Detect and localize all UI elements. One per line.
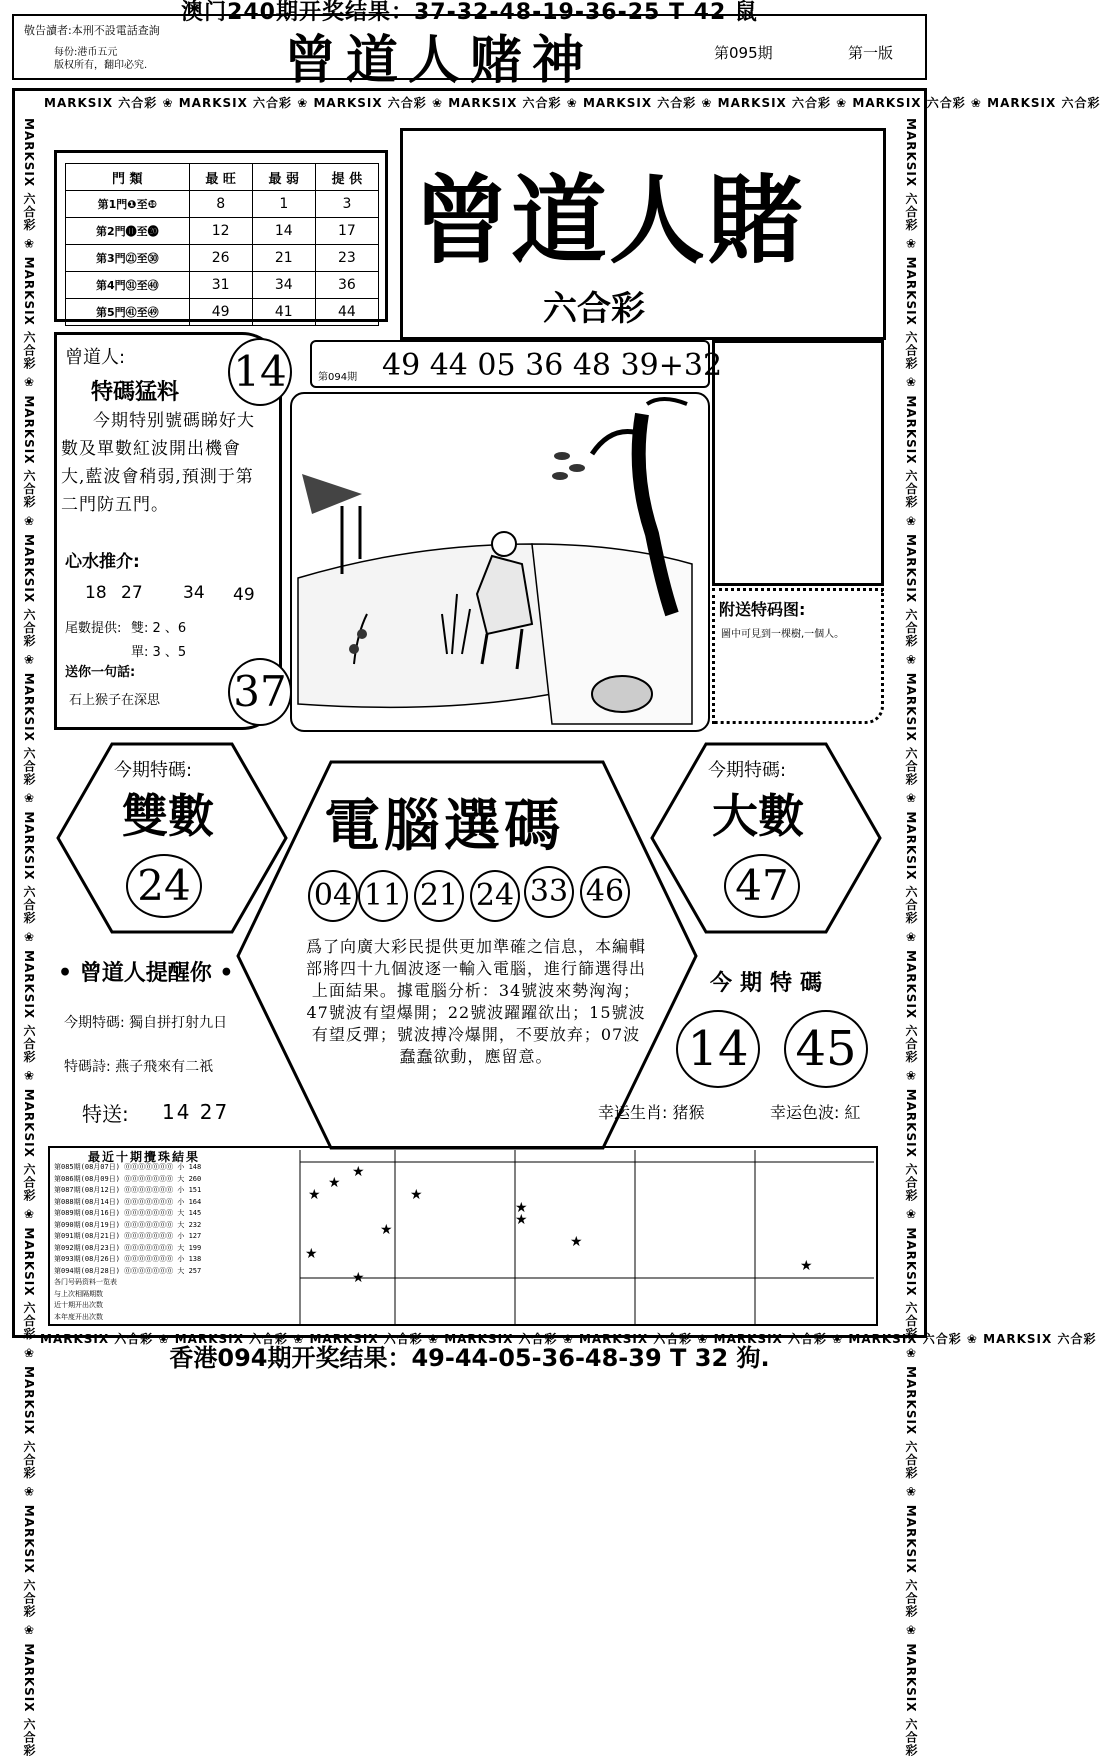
gate-label: 第1門❶至❿ [66, 191, 190, 218]
caption-text: 圖中可見到一棵樹,一個人。 [721, 629, 845, 640]
blank-box [712, 340, 884, 586]
svg-text:★: ★ [308, 1187, 321, 1203]
col-header-hot: 最 旺 [189, 164, 252, 191]
gate-hot: 31 [189, 272, 252, 299]
table-row: 第088期(08月14日) ⓪⓪⓪⓪⓪⓪⓪ 小 164 [54, 1197, 202, 1206]
masthead-header [12, 14, 927, 91]
svg-text:★: ★ [410, 1187, 423, 1203]
top-result-banner: 澳门240期开奖结果：37-32-48-19-36-25 T 42 鼠 [181, 0, 758, 25]
table-row: 第093期(08月26日) ⓪⓪⓪⓪⓪⓪⓪ 小 138 [54, 1255, 202, 1263]
send-numbers: 14 27 [162, 1100, 230, 1124]
gate-cold: 21 [252, 245, 315, 272]
table-row: 第091期(08月21日) ⓪⓪⓪⓪⓪⓪⓪ 小 127 [54, 1232, 202, 1240]
big-logo-title: 曾道人賭 [413, 164, 805, 277]
who-label: 曾道人: [65, 347, 126, 368]
gate-cold: 14 [252, 218, 315, 245]
remind-section [54, 956, 294, 1136]
gate-label: 第3門㉑至㉚ [66, 245, 190, 272]
lucky-zodiac: 幸运生肖: 猪猴 [598, 1103, 705, 1122]
picture-caption-box [712, 588, 884, 724]
notice-line: 敬告讀者:本刑不設電話查詢 [24, 24, 160, 37]
special-right-number: 45 [784, 1010, 868, 1088]
computer-title: 電腦選碼 [324, 793, 564, 859]
last-result-label: 第094期 [318, 372, 358, 383]
right-hex-number: 47 [724, 854, 800, 918]
heart-number: 49 [233, 585, 255, 605]
gate-offer: 23 [315, 245, 378, 272]
edition-label: 第一版 [848, 44, 894, 62]
svg-text:★: ★ [352, 1164, 365, 1180]
gate-cold: 34 [252, 272, 315, 299]
remind-heading: • 曾道人提醒你 • [58, 960, 234, 986]
gate-label: 第5門㊶至㊾ [66, 299, 190, 326]
table-row: 第089期(08月16日) ⓪⓪⓪⓪⓪⓪⓪ 大 145 [54, 1209, 202, 1217]
tips-heading: 特碼猛料 [91, 380, 180, 405]
tips-circle-top: 14 [228, 338, 292, 406]
gate-cold: 41 [252, 299, 315, 326]
svg-text:★: ★ [380, 1222, 393, 1238]
saying-text: 石上猴子在深思 [69, 693, 161, 708]
table-row: 各门号码资料一览表 [54, 1278, 117, 1286]
bottom-border-strip: MARKSIX 六合彩 ❀ MARKSIX 六合彩 ❀ MARKSIX 六合彩 ❀ MARKSIX 六合彩 ❀ MARKSIX 六合彩 ❀ MARKSIX 六合彩 ❀ MARKSIX 六合彩 ❀ MARKSIX 六合彩 [40, 1332, 1097, 1346]
gate-hot: 26 [189, 245, 252, 272]
price-line: 每份:港币五元 [54, 47, 118, 58]
table-row: 第085期(08月07日) ⓪⓪⓪⓪⓪⓪⓪ 小 148 [54, 1163, 202, 1171]
computer-number: 04 [308, 870, 358, 922]
tail-odd: 單: 3 、5 [131, 645, 187, 660]
left-hex-number: 24 [126, 854, 202, 918]
remind-line1: 今期特碼: 獨自拼打射九日 [64, 1015, 228, 1031]
right-hex-title: 今期特碼: [708, 760, 787, 781]
table-row: 第086期(08月09日) ⓪⓪⓪⓪⓪⓪⓪ 大 260 [54, 1174, 202, 1183]
gates-table-box [54, 150, 388, 322]
table-row: 第090期(08月19日) ⓪⓪⓪⓪⓪⓪⓪ 大 232 [54, 1220, 202, 1229]
svg-text:★: ★ [328, 1175, 341, 1191]
computer-pick-section [236, 760, 698, 1150]
gate-cold: 1 [252, 191, 315, 218]
big-logo-subtitle: 六合彩 [543, 289, 645, 329]
gates-header-row [66, 164, 379, 191]
gates-table [65, 163, 379, 326]
svg-text:★: ★ [515, 1212, 528, 1228]
heart-number: 18 [85, 583, 107, 603]
heart-heading: 心水推介: [65, 552, 140, 572]
last-result-numbers: 49 44 05 36 48 39+32 [382, 348, 723, 383]
gate-label: 第2門⓫至⓴ [66, 218, 190, 245]
send-label: 特送: [82, 1102, 129, 1126]
table-row: 近十期开出次数 [54, 1301, 103, 1309]
ten-draws-rows [54, 1162, 294, 1323]
ten-draws-title: 最近十期攪珠結果 [88, 1150, 201, 1164]
computer-number: 33 [524, 866, 574, 918]
svg-text:★: ★ [570, 1234, 583, 1250]
person-icon [492, 532, 516, 556]
col-header-category: 門 類 [66, 164, 190, 191]
last-result-bar [310, 340, 723, 388]
heart-number: 27 [121, 583, 143, 603]
table-row: 本年度开出次数 [54, 1312, 103, 1321]
top-border-strip: MARKSIX 六合彩 ❀ MARKSIX 六合彩 ❀ MARKSIX 六合彩 ❀ MARKSIX 六合彩 ❀ MARKSIX 六合彩 ❀ MARKSIX 六合彩 ❀ MARKSIX 六合彩 ❀ MARKSIX 六合彩 [44, 96, 1100, 110]
computer-number: 46 [580, 866, 630, 918]
tail-label: 尾數提供: [65, 621, 122, 636]
hut-roof [302, 474, 362, 514]
heart-number: 34 [183, 583, 205, 603]
svg-text:★: ★ [352, 1270, 365, 1286]
special-right-number: 14 [676, 1010, 760, 1088]
tips-body: 今期特别號碼睇好大數及單數紅波開出機會大,藍波會稍弱,預測于第二門防五門。 [61, 411, 255, 515]
special-right-heading: 今期特碼 [710, 971, 831, 996]
gate-offer: 17 [315, 218, 378, 245]
computer-number: 11 [358, 870, 408, 922]
right-border-strip: MARKSIX 六合彩 ❀ MARKSIX 六合彩 ❀ MARKSIX 六合彩 ❀ MARKSIX 六合彩 ❀ MARKSIX 六合彩 ❀ MARKSIX 六合彩 ❀ MARKSIX 六合彩 ❀ MARKSIX 六合彩 ❀ MARKSIX 六合彩 ❀ MARKSIX 六合彩 ❀ MARKSIX 六合彩 ❀ MARKSIX 六合彩 [904, 118, 918, 1757]
table-row [66, 191, 379, 218]
table-row: 第094期(08月28日) ⓪⓪⓪⓪⓪⓪⓪ 大 257 [54, 1266, 202, 1275]
table-row [66, 218, 379, 245]
left-hex-big: 雙數 [122, 789, 214, 843]
svg-text:★: ★ [515, 1200, 528, 1216]
big-logo-box [400, 128, 886, 340]
masthead-title: 曾道人赌神 [284, 30, 595, 91]
gate-hot: 8 [189, 191, 252, 218]
gate-offer: 44 [315, 299, 378, 326]
lucky-color: 幸运色波: 紅 [770, 1103, 861, 1122]
ten-draws-grid [300, 1150, 874, 1324]
ten-draws-table [48, 1146, 878, 1326]
computer-text: 爲了向廣大彩民提供更加準確之信息，本編輯部將四十九個波逐一輸入電腦，進行篩選得出上面結果。據電腦分析：34號波來勢洶洶；47號波有望爆開；22號波躍躍欲出；15號波有望反彈；號波搏冷爆開，不要放弃；07波蠢蠢欲動，應留意。 [306, 937, 647, 1066]
gate-label: 第4門㉛至㊵ [66, 272, 190, 299]
col-header-offer: 提 供 [315, 164, 378, 191]
table-row: 第087期(08月12日) ⓪⓪⓪⓪⓪⓪⓪ 小 151 [54, 1186, 202, 1194]
right-hex-big: 大數 [712, 789, 804, 843]
picture-illustration [292, 394, 708, 730]
table-row: 第092期(08月23日) ⓪⓪⓪⓪⓪⓪⓪ 大 199 [54, 1243, 202, 1252]
col-header-cold: 最 弱 [252, 164, 315, 191]
svg-text:★: ★ [305, 1246, 318, 1262]
left-hex-title: 今期特碼: [114, 760, 193, 781]
remind-line2: 特碼詩: 燕子飛來有二祇 [64, 1059, 214, 1075]
caption-heading: 附送特码图: [719, 600, 806, 619]
gate-offer: 3 [315, 191, 378, 218]
copyright-line: 版权所有，翻印必究. [54, 60, 148, 71]
tail-even: 雙: 2 、6 [131, 621, 187, 636]
computer-number: 21 [414, 870, 464, 922]
gate-offer: 36 [315, 272, 378, 299]
table-row [66, 299, 379, 326]
basket-icon [592, 676, 652, 712]
gate-hot: 12 [189, 218, 252, 245]
computer-number: 24 [470, 870, 520, 922]
gate-hot: 49 [189, 299, 252, 326]
left-border-strip: MARKSIX 六合彩 ❀ MARKSIX 六合彩 ❀ MARKSIX 六合彩 ❀ MARKSIX 六合彩 ❀ MARKSIX 六合彩 ❀ MARKSIX 六合彩 ❀ MARKSIX 六合彩 ❀ MARKSIX 六合彩 ❀ MARKSIX 六合彩 ❀ MARKSIX 六合彩 ❀ MARKSIX 六合彩 ❀ MARKSIX 六合彩 [22, 118, 36, 1757]
tips-circle-bottom: 37 [228, 658, 292, 726]
saying-label: 送你一句話: [65, 665, 136, 680]
svg-text:★: ★ [800, 1258, 813, 1274]
table-row [66, 272, 379, 299]
special-picture [290, 392, 710, 732]
issue-number: 第095期 [714, 44, 773, 62]
table-row [66, 245, 379, 272]
table-row: 与上次相隔期数 [54, 1289, 103, 1298]
bottom-result-banner: 香港094期开奖结果：49-44-05-36-48-39 T 32 狗. [169, 1344, 770, 1372]
